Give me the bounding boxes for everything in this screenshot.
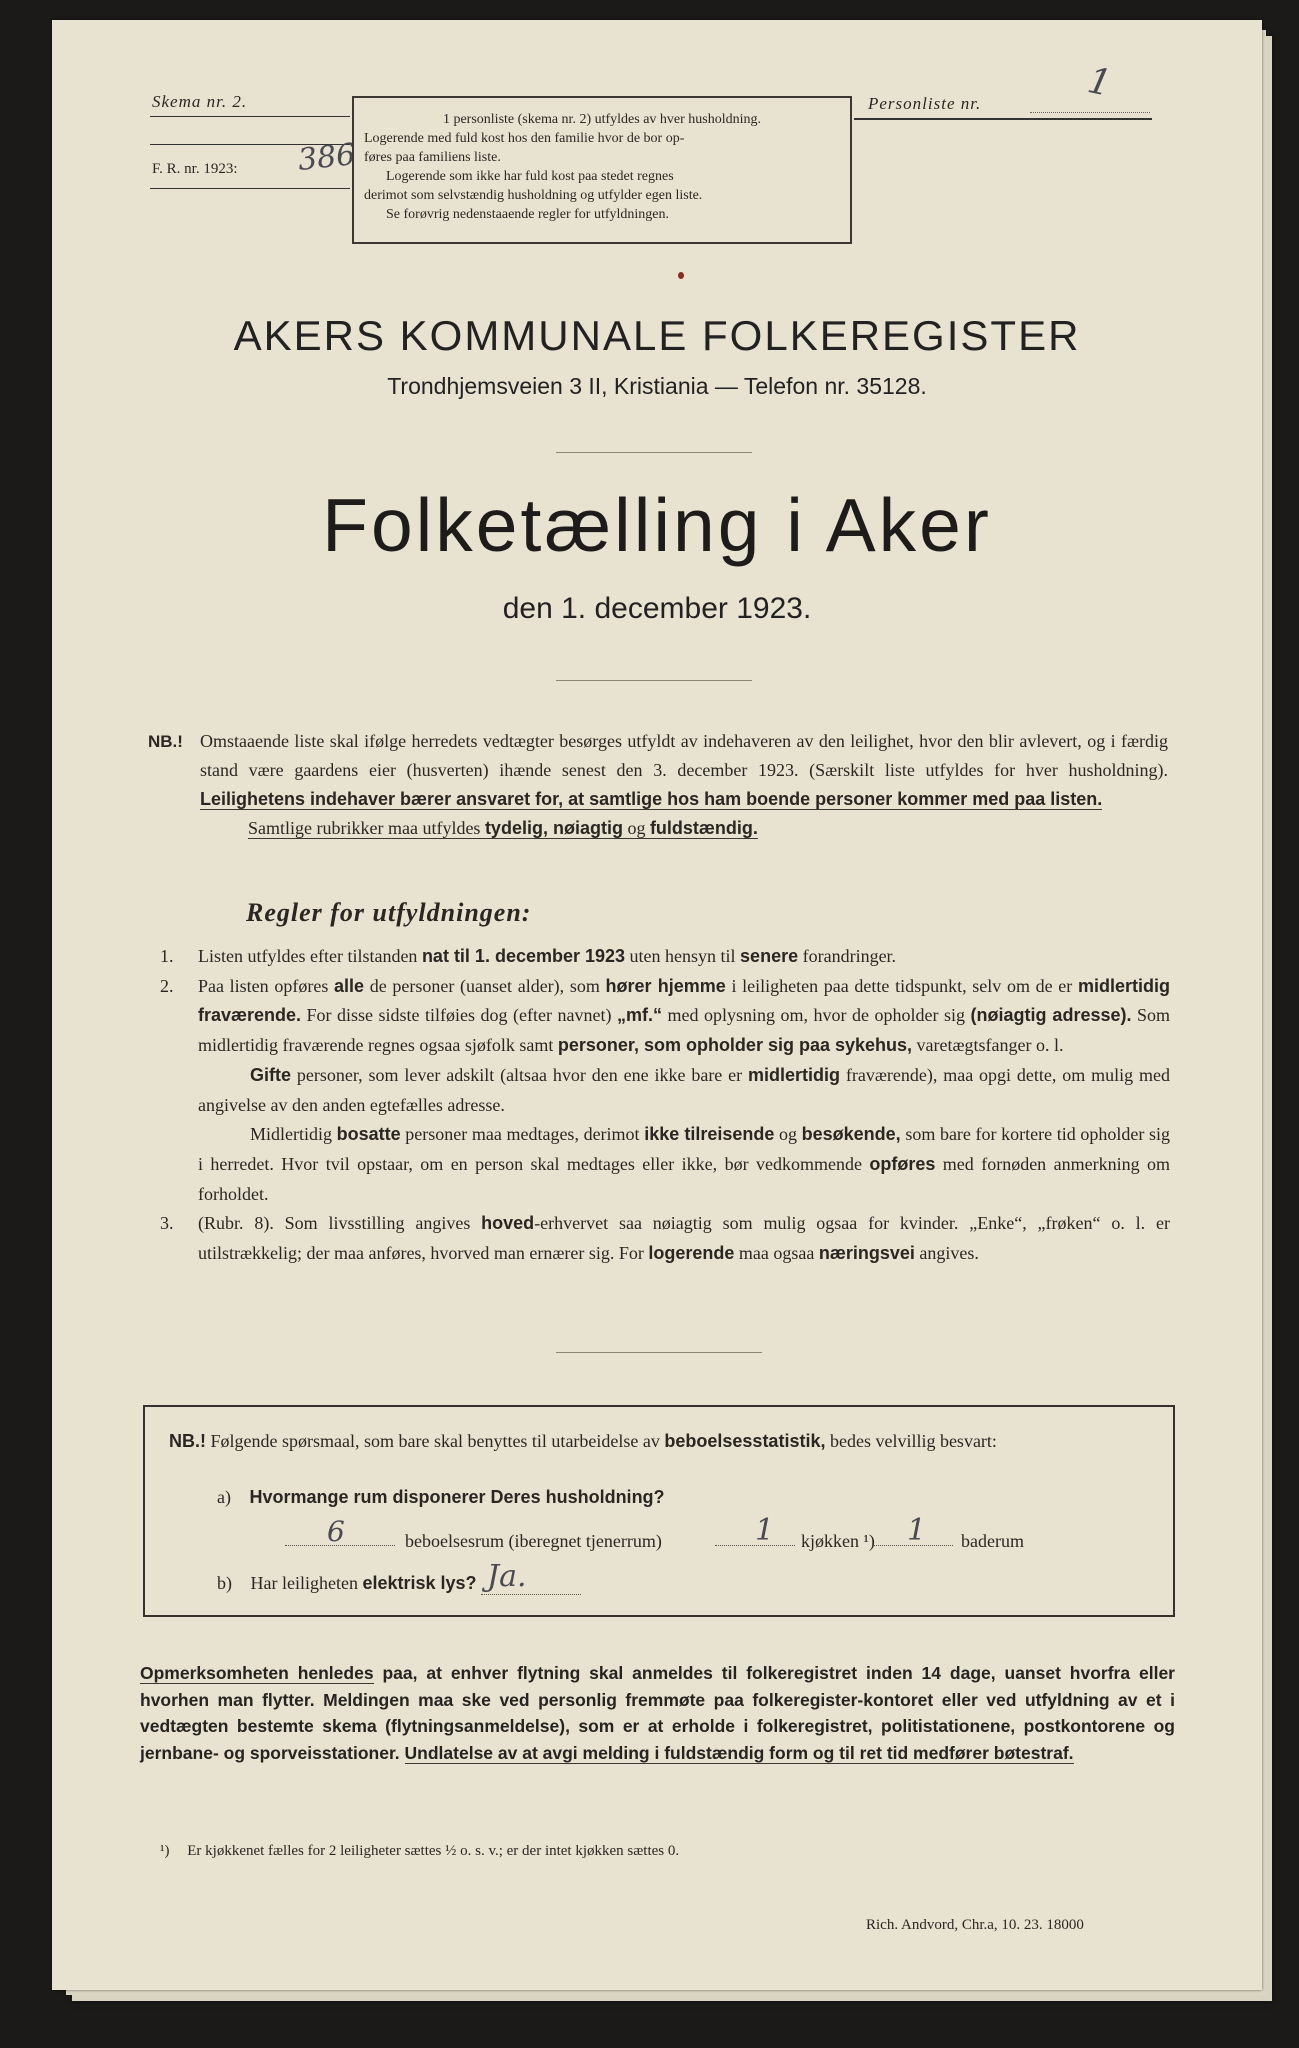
- rooms-label: beboelsesrum (iberegnet tjenerrum): [405, 1531, 662, 1551]
- nb-text-rubrics: Samtlige rubrikker maa utfyldes: [248, 818, 481, 838]
- skema-label: Skema nr. 2.: [152, 92, 248, 111]
- rooms-handwritten: 6: [327, 1515, 345, 1548]
- notice-lead: Opmerksomheten henledes: [140, 1663, 374, 1683]
- footnote-mark: ¹): [160, 1843, 170, 1859]
- question-b: [217, 1559, 717, 1595]
- question-a-label: a): [217, 1487, 231, 1507]
- instructions-box: [352, 96, 852, 244]
- kitchen-label: kjøkken ¹): [801, 1531, 875, 1551]
- question-b-emph: elektrisk lys?: [362, 1573, 477, 1593]
- org-address: Trondhjemsveien 3 II, Kristiania — Telefon nr. 35128.: [387, 373, 927, 399]
- rule-number: 1.: [160, 946, 174, 966]
- rule-text: forandringer.: [798, 946, 897, 966]
- header-rule: [854, 118, 1152, 120]
- rule-emph: nat til 1. december 1923: [421, 946, 626, 966]
- rule-text: angives.: [914, 1243, 979, 1264]
- rule-emph: Gifte: [250, 1064, 292, 1085]
- rules-title: Regler for utfyldningen:: [246, 898, 532, 927]
- nb-text: Omstaaende liste skal ifølge herredets vedtægter besørges utfyldt av indehaveren av den leilighet, hvor den blir avlevert, og i færdig stand være gaardens eier (husverten) ihænde senest den 3. december 1923. (Særskilt liste utfyldes for hver husholdning).: [200, 731, 1168, 780]
- footnote: [160, 1843, 679, 1860]
- stat-intro: [169, 1427, 1149, 1456]
- divider: [556, 452, 752, 453]
- rule-text: personer maa medtages, derimot: [400, 1124, 645, 1145]
- nb-notice: [148, 727, 1168, 843]
- rule-emph: besøkende,: [801, 1124, 901, 1145]
- stat-intro-text: bedes velvillig besvart:: [829, 1431, 997, 1451]
- rule-text: Paa listen opføres: [198, 975, 335, 996]
- rule-emph: senere: [740, 946, 799, 966]
- divider: [556, 680, 752, 681]
- header-rule: [150, 116, 350, 117]
- nb2-label: NB.!: [169, 1431, 206, 1451]
- printer-imprint: Rich. Andvord, Chr.a, 10. 23. 18000: [866, 1917, 1084, 1933]
- electric-handwritten: Ja.: [487, 1559, 527, 1594]
- org-title: AKERS KOMMUNALE FOLKEREGISTER: [233, 312, 1081, 359]
- rule-text: -erhvervet saa nøiagtig som mulig ogsaa for kvinder. „Enke“, „frøken“ o. l. er utilstrækkelig; der maa anføres, hvorved man ernærer sig. For: [198, 1213, 1170, 1264]
- stat-intro-text: Følgende spørsmaal, som bare skal benyttes til utarbeidelse av: [210, 1431, 660, 1451]
- rule-text: maa ogsaa: [734, 1243, 819, 1264]
- notice-penalty: Undlatelse av at avgi melding i fuldstændig form og til ret tid medfører bøtestraf.: [404, 1742, 1074, 1763]
- box-line: Logerende som ikke har fuld kost paa stedet regnes: [386, 169, 674, 184]
- rule-text: personer, som lever adskilt (altsaa hvor den ene ikke bare er: [291, 1064, 749, 1085]
- question-b-label: b): [217, 1573, 232, 1593]
- personliste-dotted-line: [1030, 112, 1150, 113]
- nb-emph-2: fuldstændig.: [649, 818, 758, 838]
- bath-handwritten: 1: [907, 1513, 927, 1548]
- rule-text: i leiligheten paa dette tidspunkt, selv om de er: [725, 975, 1078, 996]
- notice-body: paa, at enhver flytning skal anmeldes til folkeregistret inden 14 dage, uanset hvorfra eller hvorhen man flytter. Meldingen maa ske ved personlig fremmøte paa folkeregister-kontoret eller ved utfyldning av et i vedtægten bestemte skema (flytningsanmeldelse), som er at erholde i folkeregistret, politistationene, postkontorene og jernbane- og sporveisstationer.: [140, 1663, 1175, 1763]
- rule-text: med fornøden anmerkning om forholdet.: [198, 1153, 1170, 1204]
- personliste-label: Personliste nr.: [868, 94, 982, 113]
- box-line: Se forøvrig nedenstaaende regler for utfyldningen.: [386, 207, 670, 222]
- rule-emph: (nøiagtig adresse).: [970, 1005, 1132, 1026]
- rule-emph: hoved: [481, 1213, 535, 1234]
- rule-emph: alle: [334, 975, 365, 996]
- rule-3: [160, 1209, 1170, 1268]
- title-date: den 1. december 1923.: [502, 592, 812, 625]
- moving-notice: [140, 1660, 1175, 1766]
- box-line: derimot som selvstændig husholdning og utfylder egen liste.: [364, 188, 703, 203]
- nb-label: NB.!: [148, 732, 183, 751]
- box-line: føres paa familiens liste.: [364, 150, 501, 165]
- rule-text: varetægtsfanger o. l.: [912, 1035, 1064, 1056]
- rule-text: Listen utfyldes efter tilstanden: [198, 946, 422, 966]
- nb-responsibility: Leilighetens indehaver bærer ansvaret for, at samtlige hos ham boende personer kommer med paa listen.: [200, 789, 1103, 809]
- rule-emph: „mf.“: [616, 1005, 662, 1026]
- rule-text: Som midlertidig fraværende regnes ogsaa sjøfolk samt: [198, 1005, 1170, 1056]
- rule-emph: personer, som opholder sig paa sykehus,: [557, 1035, 913, 1056]
- rule-1: [160, 942, 1170, 972]
- nb-emph-1: tydelig, nøiagtig: [484, 818, 623, 838]
- housing-statistics-box: [143, 1405, 1175, 1617]
- fr-nr-handwritten: 386: [296, 137, 357, 178]
- rule-emph: midlertidig fraværende.: [198, 975, 1170, 1026]
- rule-emph: bosatte: [336, 1124, 401, 1145]
- rule-text: som bare for kortere tid opholder sig i herredet. Hvor tvil opstaar, om en person skal medtages eller ikke, bør vedkommende: [198, 1124, 1170, 1174]
- box-line: 1 personliste (skema nr. 2) utfyldes av hver husholdning.: [442, 112, 762, 127]
- rule-emph: logerende: [648, 1243, 735, 1264]
- stat-intro-emph: beboelsesstatistik,: [664, 1431, 826, 1451]
- bath-label: baderum: [961, 1531, 1024, 1551]
- rule-emph: midlertidig: [748, 1064, 841, 1085]
- rule-text: og: [774, 1124, 802, 1145]
- fr-nr-label: F. R. nr. 1923:: [152, 161, 238, 177]
- main-title: Folketælling i Aker: [322, 483, 992, 567]
- rules-list: [160, 942, 1170, 1269]
- personliste-handwritten: 1: [1083, 60, 1115, 105]
- rule-emph: ikke tilreisende: [644, 1124, 775, 1145]
- nb-and: og: [627, 818, 646, 838]
- kitchen-handwritten: 1: [755, 1513, 775, 1548]
- rule-text: For disse sidste tilføies dog (efter navnet): [301, 1005, 617, 1026]
- rule-emph: næringsvei: [818, 1243, 915, 1264]
- rule-text: Midlertidig: [250, 1124, 337, 1145]
- question-a: [217, 1487, 665, 1508]
- rule-text: (Rubr. 8). Som livsstilling angives: [198, 1213, 482, 1234]
- rooms-answer-line: [285, 1515, 1185, 1557]
- rule-emph: opføres: [869, 1153, 936, 1174]
- rule-text: uten hensyn til: [625, 946, 741, 966]
- rule-text: de personer (uanset alder), som: [364, 975, 606, 996]
- rule-2: [160, 972, 1170, 1210]
- red-dot: [678, 272, 684, 279]
- box-line: Logerende med fuld kost hos den familie hvor de bor op-: [364, 131, 685, 146]
- question-b-text: Har leiligheten: [250, 1573, 358, 1593]
- rule-number: 3.: [160, 1213, 174, 1234]
- rule-number: 2.: [160, 975, 174, 996]
- rule-text: med oplysning om, hvor de opholder sig: [661, 1005, 971, 1026]
- electric-answer-field: [481, 1559, 581, 1595]
- question-a-text: Hvormange rum disponerer Deres husholdning?: [249, 1487, 665, 1507]
- header-rule: [150, 188, 350, 189]
- footnote-text: Er kjøkkenet fælles for 2 leiligheter sættes ½ o. s. v.; er der intet kjøkken sættes 0.: [187, 1843, 680, 1859]
- rule-emph: hører hjemme: [605, 975, 726, 996]
- divider: [556, 1352, 762, 1353]
- rule-text: fraværende), maa opgi dette, om mulig med angivelse av den anden egtefælles adresse.: [198, 1064, 1170, 1115]
